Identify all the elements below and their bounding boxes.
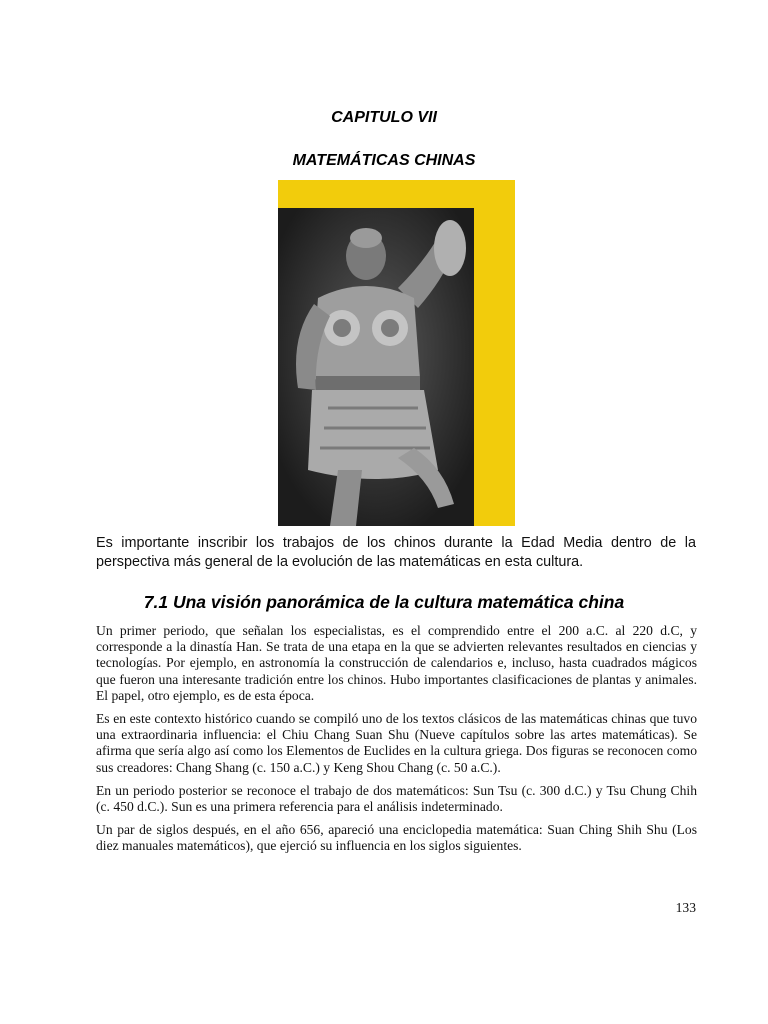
- body-paragraph: Un par de siglos después, en el año 656, apareció una enciclopedia matemática: Suan Ching Shih Shu (Los diez manuales matemáticos), que ejerció su influencia en los siglos siguientes.: [96, 822, 697, 854]
- chapter-figure-frame: [278, 180, 515, 526]
- section-heading: 7.1 Una visión panorámica de la cultura matemática china: [143, 592, 625, 612]
- body-paragraph: En un periodo posterior se reconoce el trabajo de dos matemáticos: Sun Tsu (c. 300 d.C.) y Tsu Chung Chih (c. 450 d.C.). Sun es una primera referencia para el análisis indeterminado.: [96, 782, 697, 815]
- page-number: 133: [675, 900, 696, 915]
- body-paragraph: Es en este contexto histórico cuando se compiló uno de los textos clásicos de las matemáticas chinas que tuvo una extraordinaria influencia: el Chiu Chang Suan Shu (Nueve capítulos sobre las artes matemáticas). Se afirma que sería algo así como los Elementos de Euclides en la cultura griega. Dos figuras se reconocen como sus creadores: Chang Shang (c. 150 a.C.) y Keng Shou Chang (c. 50 a.C.).: [96, 711, 697, 775]
- body-paragraph: Un primer periodo, que señalan los especialistas, es el comprendido entre el 200 a.C. al 220 d.C, y corresponde a la dinastía Han. Se trata de una etapa en la que se advierten relevantes resultados en ciencias y tecnologías. Por ejemplo, en astronomía la construcción de calendarios e, incluso, hasta cuadrados mágicos que fueron una interesante tradición entre los chinos. Hubo importantes clasificaciones de plantas y animales. El papel, otro ejemplo, es de esta época.: [96, 623, 697, 703]
- chapter-number: CAPITULO VII: [331, 109, 437, 126]
- intro-paragraph: Es importante inscribir los trabajos de los chinos durante la Edad Media dentro de la perspectiva más general de la evolución de las matemáticas en esta cultura.: [96, 535, 696, 570]
- chapter-title: MATEMÁTICAS CHINAS: [292, 152, 476, 169]
- guardian-statue-photo: [278, 208, 474, 526]
- section-body: [96, 623, 697, 862]
